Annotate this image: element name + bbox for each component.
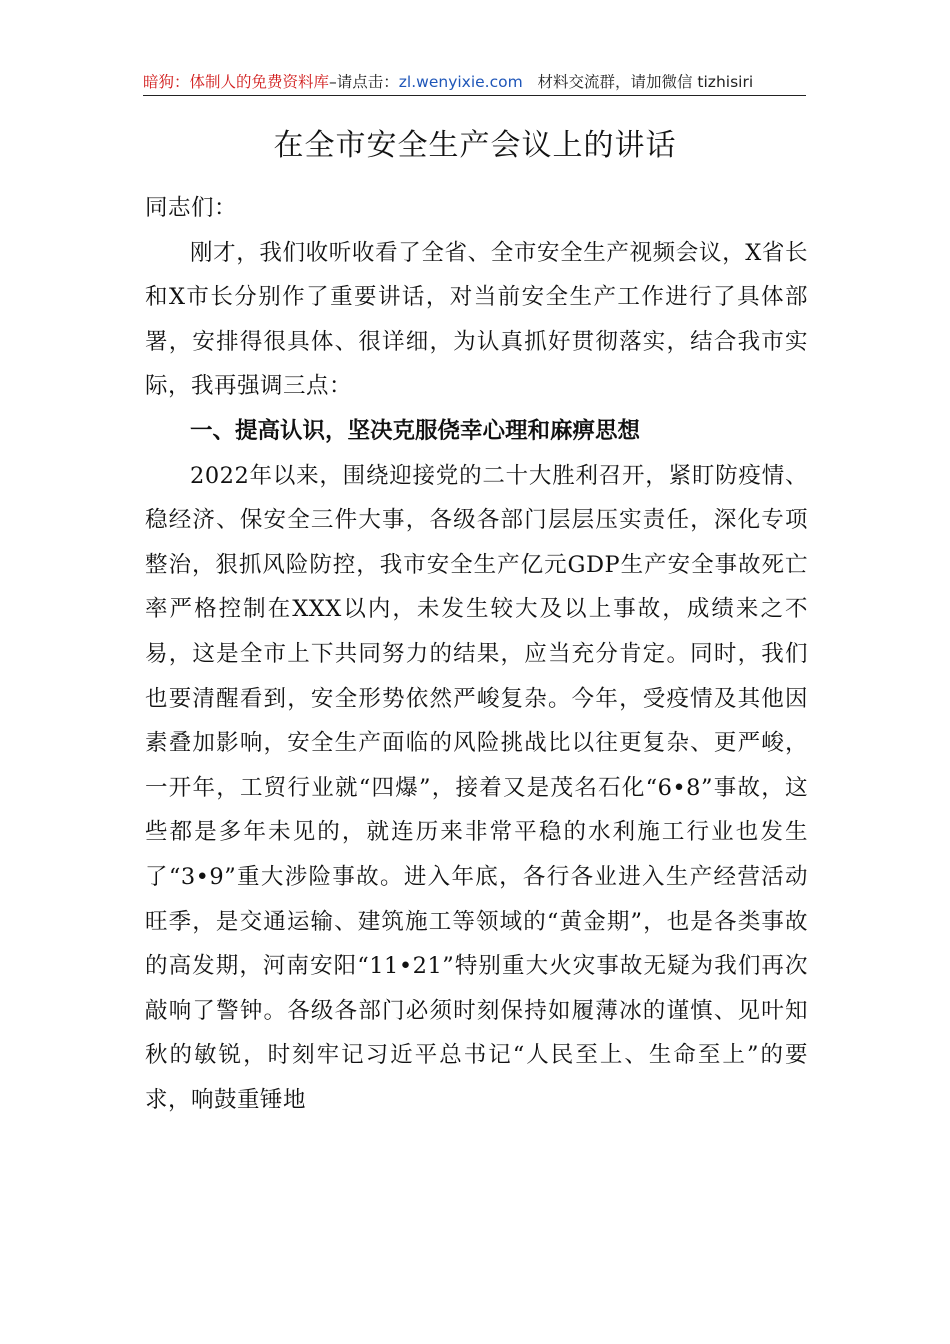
header-spacer [523,73,538,91]
header-divider [143,95,806,96]
document-body [145,186,808,1122]
document-title: 在全市安全生产会议上的讲话 [273,128,677,163]
intro-paragraph: 刚才，我们收听收看了全省、全市安全生产视频会议，X省长和X市长分别作了重要讲话，对当前安全生产工作进行了具体部署，安排得很具体、很详细，为认真抓好贯彻落实，结合我市实际，我再强调三点： [145,239,808,400]
header-contact: 材料交流群，请加微信 tizhisiri [537,73,754,91]
salutation: 同志们： [145,195,238,221]
section-heading: 一、提高认识，坚决克服侥幸心理和麻痹思想 [190,417,641,444]
section-paragraph: 2022年以来，围绕迎接党的二十大胜利召开，紧盯防疫情、稳经济、保安全三件大事，各级各部门层层压实责任，深化专项整治，狠抓风险防控，我市安全生产亿元GDP生产安全事故死亡率严格控制在XXX以内，未发生较大及以上事故，成绩来之不易，这是全市上下共同努力的结果，应当充分肯定。同时，我们也要清醒看到，安全形势依然严峻复杂。今年，受疫情及其他因素叠加影响，安全生产面临的风险挑战比以往更复杂、更严峻，一开年，工贸行业就“四爆”，接着又是茂名石化“6•8”事故，这些都是多年未见的，就连历来非常平稳的水利施工行业也发生了“3•9”重大涉险事故。进入年底，各行各业进入生产经营活动旺季，是交通运输、建筑施工等领域的“黄金期”，也是各类事故的高发期，河南安阳“11•21”特别重大火灾事故无疑为我们再次敲响了警钟。各级各部门必须时刻保持如履薄冰的谨慎、见叶知秋的敏锐，时刻牢记习近平总书记“人民至上、生命至上”的要求，响鼓重锤地 [145,462,808,1113]
header-click-prompt: –请点击： [329,73,399,91]
page-header [143,70,806,94]
header-promo-title: 暗狗：体制人的免费资料库 [143,73,330,91]
header-link[interactable]: zl.wenyixie.com [398,73,523,91]
